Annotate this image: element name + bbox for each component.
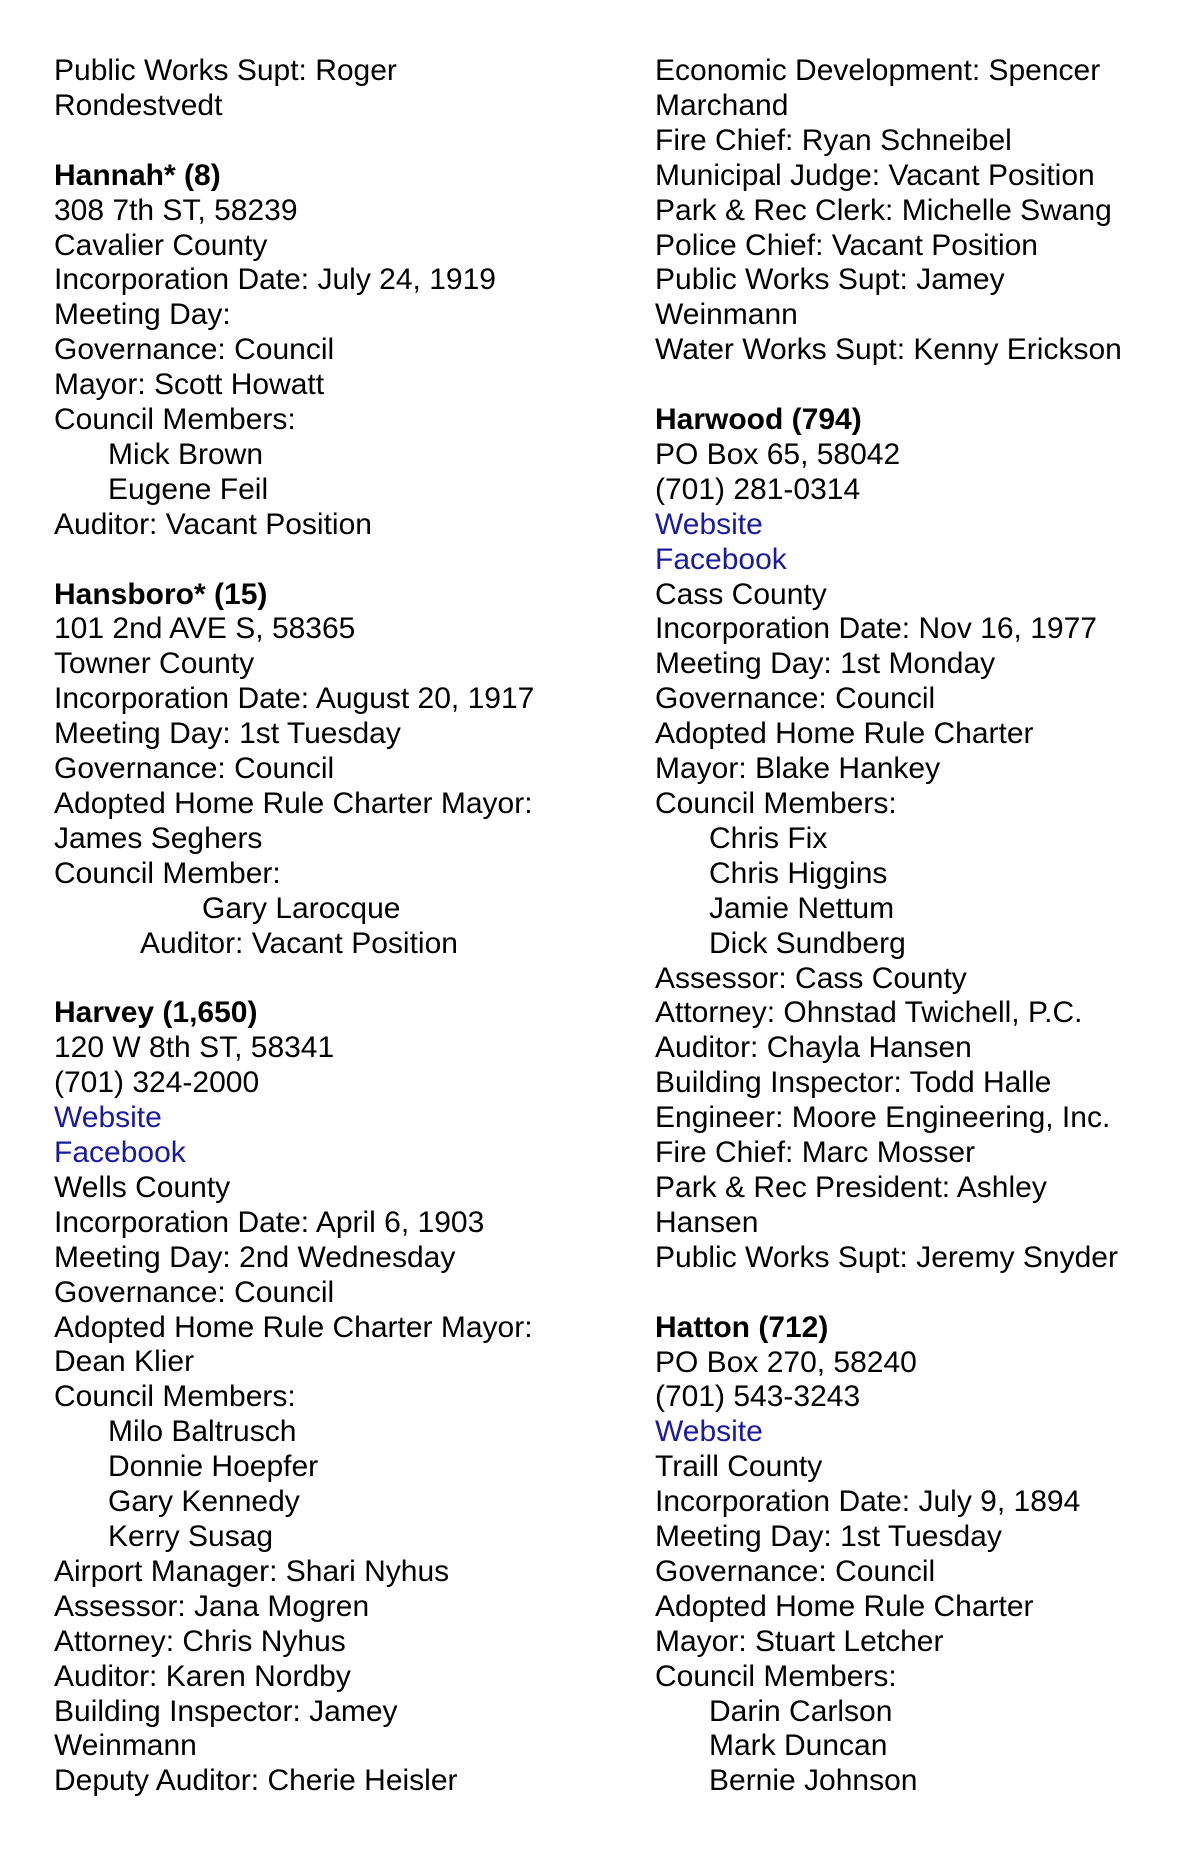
entry-line: Wells County <box>54 1170 231 1204</box>
entry-line: Adopted Home Rule Charter Mayor: <box>54 787 533 820</box>
facebook-link[interactable]: Facebook <box>655 542 787 576</box>
website-link[interactable]: Website <box>54 1101 162 1135</box>
listed-name: Gary Kennedy <box>108 1485 300 1519</box>
entry-line: Assessor: Cass County <box>655 961 967 995</box>
entry-line: Auditor: Chayla Hansen <box>655 1031 972 1065</box>
entry-line: Rondestvedt <box>54 88 223 122</box>
entry-line: 120 W 8th ST, 58341 <box>54 1031 335 1065</box>
entry-line: (701) 324-2000 <box>54 1066 260 1100</box>
entry-line: Incorporation Date: July 24, 1919 <box>54 263 496 297</box>
entry-line: Adopted Home Rule Charter <box>655 717 1034 751</box>
entry-line: Engineer: Moore Engineering, Inc. <box>655 1101 1111 1135</box>
entry-line: Council Members: <box>54 403 296 437</box>
entry-line: Governance: Council <box>54 333 335 367</box>
entry-line: PO Box 65, 58042 <box>655 437 901 471</box>
listed-name: Milo Baltrusch <box>108 1415 297 1449</box>
entry-line: Meeting Day: 2nd Wednesday <box>54 1240 456 1274</box>
facebook-link[interactable]: Facebook <box>54 1136 186 1170</box>
listed-name: Mick Brown <box>108 437 264 471</box>
entry-line: PO Box 270, 58240 <box>655 1345 917 1379</box>
entry-line: Cass County <box>655 577 827 611</box>
entry-line: James Seghers <box>54 821 263 855</box>
entry-line: Auditor: Vacant Position <box>54 507 372 541</box>
entry-line: Council Members: <box>54 1380 296 1414</box>
entry-line: Dean Klier <box>54 1345 195 1379</box>
entry-line: Economic Development: Spencer <box>655 54 1101 87</box>
entry-line: Meeting Day: 1st Tuesday <box>54 717 401 751</box>
entry-line: Incorporation Date: Nov 16, 1977 <box>655 612 1097 646</box>
entry-line: Traill County <box>655 1450 823 1484</box>
entry-line: Incorporation Date: August 20, 1917 <box>54 682 535 716</box>
city-heading-harvey-1-650: Harvey (1,650) <box>54 996 258 1030</box>
city-heading-hatton-712: Hatton (712) <box>655 1310 829 1344</box>
city-heading-hannah-8: Hannah* (8) <box>54 158 221 192</box>
listed-name: Donnie Hoepfer <box>108 1450 319 1484</box>
entry-line: Water Works Supt: Kenny Erickson <box>655 333 1122 367</box>
website-link[interactable]: Website <box>655 507 763 541</box>
entry-line: Mayor: Scott Howatt <box>54 368 325 402</box>
entry-line: Meeting Day: 1st Monday <box>655 647 996 681</box>
spacer <box>54 962 614 997</box>
entry-line: (701) 543-3243 <box>655 1380 861 1414</box>
entry-line: Deputy Auditor: Cherie Heisler <box>54 1764 458 1798</box>
entry-line: Council Member: <box>54 856 281 890</box>
website-link[interactable]: Website <box>655 1415 763 1449</box>
entry-line: Council Members: <box>655 787 897 821</box>
city-heading-harwood-794: Harwood (794) <box>655 403 862 437</box>
entry-line: Incorporation Date: July 9, 1894 <box>655 1485 1081 1519</box>
entry-line: Mayor: Stuart Letcher <box>655 1624 944 1658</box>
entry-line: Building Inspector: Todd Halle <box>655 1066 1052 1100</box>
listed-name: Chris Higgins <box>709 856 888 890</box>
right-column <box>655 54 1195 1799</box>
entry-line: Governance: Council <box>54 1275 335 1309</box>
entry-line: Weinmann <box>655 298 798 332</box>
listed-name: Gary Larocque <box>202 891 401 925</box>
entry-line: Park & Rec President: Ashley <box>655 1170 1047 1204</box>
entry-line: Fire Chief: Marc Mosser <box>655 1136 976 1170</box>
entry-line: Adopted Home Rule Charter <box>655 1589 1034 1623</box>
entry-line: Hansen <box>655 1205 759 1239</box>
entry-line: Attorney: Chris Nyhus <box>54 1624 346 1658</box>
entry-line: Incorporation Date: April 6, 1903 <box>54 1205 485 1239</box>
entry-line: Public Works Supt: Jeremy Snyder <box>655 1240 1118 1274</box>
city-heading-hansboro-15: Hansboro* (15) <box>54 577 268 611</box>
entry-line: Meeting Day: 1st Tuesday <box>655 1520 1002 1554</box>
listed-name: Chris Fix <box>709 821 828 855</box>
listed-name: Mark Duncan <box>709 1729 888 1763</box>
entry-line: Fire Chief: Ryan Schneibel <box>655 123 1012 157</box>
entry-line: 101 2nd AVE S, 58365 <box>54 612 356 646</box>
entry-line: Governance: Council <box>54 752 335 786</box>
entry-line: Weinmann <box>54 1729 197 1763</box>
entry-line: Mayor: Blake Hankey <box>655 752 941 786</box>
listed-name: Jamie Nettum <box>709 891 895 925</box>
entry-line: (701) 281-0314 <box>655 472 861 506</box>
entry-line: Public Works Supt: Jamey <box>655 263 1005 297</box>
listed-name: Eugene Feil <box>108 472 269 506</box>
entry-line: Adopted Home Rule Charter Mayor: <box>54 1310 533 1344</box>
entry-line: Marchand <box>655 88 789 122</box>
entry-line: 308 7th ST, 58239 <box>54 193 298 227</box>
entry-line: Governance: Council <box>655 682 936 716</box>
spacer <box>655 1276 1195 1311</box>
listed-name: Bernie Johnson <box>709 1764 918 1798</box>
entry-line: Assessor: Jana Mogren <box>54 1589 370 1623</box>
listed-name: Auditor: Vacant Position <box>140 926 458 960</box>
entry-line: Airport Manager: Shari Nyhus <box>54 1554 450 1588</box>
listed-name: Kerry Susag <box>108 1520 274 1554</box>
listed-name: Darin Carlson <box>709 1694 893 1728</box>
entry-line: Park & Rec Clerk: Michelle Swang <box>655 193 1112 227</box>
spacer <box>655 368 1195 403</box>
entry-line: Municipal Judge: Vacant Position <box>655 158 1095 192</box>
listed-name: Dick Sundberg <box>709 926 906 960</box>
entry-line: Building Inspector: Jamey <box>54 1694 398 1728</box>
entry-line: Police Chief: Vacant Position <box>655 228 1038 262</box>
entry-line: Cavalier County <box>54 228 268 262</box>
left-column <box>54 54 614 1799</box>
spacer <box>54 124 614 159</box>
entry-line: Council Members: <box>655 1659 897 1693</box>
entry-line: Auditor: Karen Nordby <box>54 1659 351 1693</box>
spacer <box>54 543 614 578</box>
entry-line: Public Works Supt: Roger <box>54 54 397 87</box>
entry-line: Attorney: Ohnstad Twichell, P.C. <box>655 996 1083 1030</box>
entry-line: Towner County <box>54 647 255 681</box>
entry-line: Meeting Day: <box>54 298 231 332</box>
entry-line: Governance: Council <box>655 1554 936 1588</box>
